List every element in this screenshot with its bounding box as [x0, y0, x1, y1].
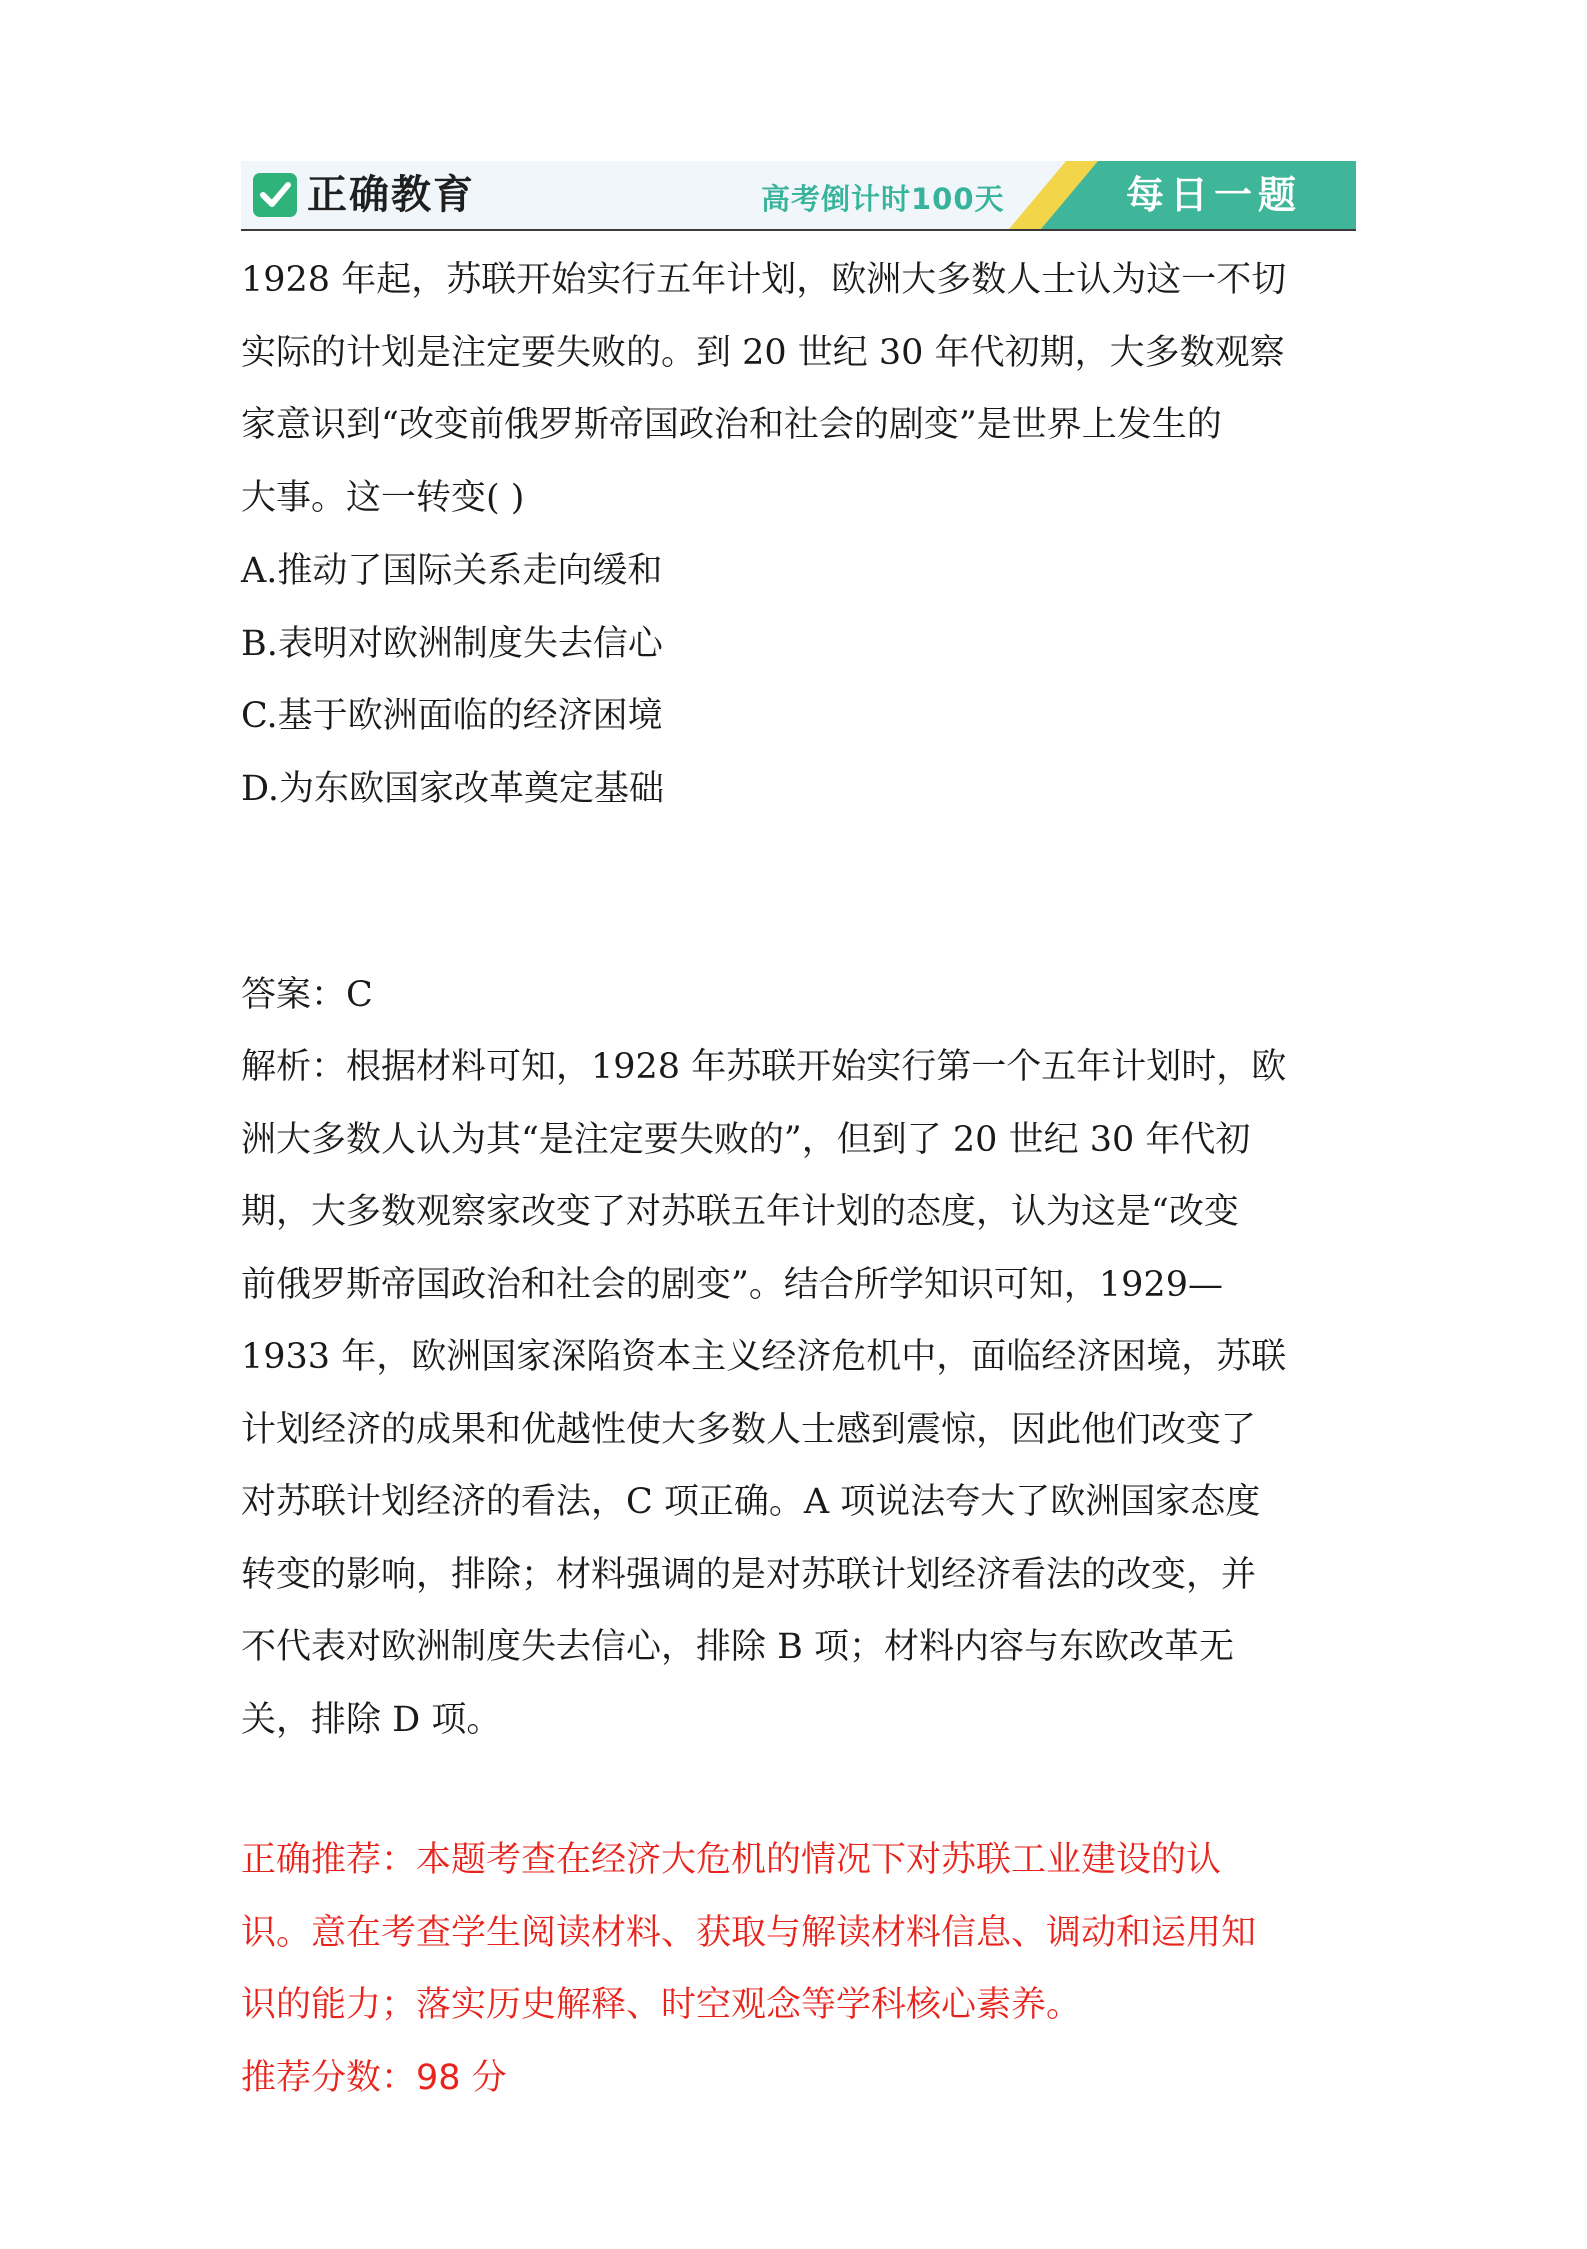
question-stem-line: 实际的计划是注定要失败的。到 20 世纪 30 年代初期，大多数观察: [241, 333, 1285, 373]
question-stem-line: 大事。这一转变( ): [241, 478, 525, 518]
header-banner: [241, 161, 1356, 229]
analysis-line: 解析：根据材料可知，1928 年苏联开始实行第一个五年计划时，欧: [241, 1047, 1287, 1087]
analysis-line: 不代表对欧洲制度失去信心，排除 B 项；材料内容与东欧改革无: [241, 1627, 1234, 1667]
question-stem-line: 1928 年起，苏联开始实行五年计划，欧洲大多数人士认为这一不切: [241, 260, 1287, 300]
countdown-label: 高考倒计时100天: [761, 182, 1005, 216]
analysis-line: 转变的影响，排除；材料强调的是对苏联计划经济看法的改变，并: [241, 1555, 1257, 1595]
question-stem-line: 家意识到“改变前俄罗斯帝国政治和社会的剧变”是世界上发生的: [241, 405, 1222, 445]
analysis-line: 计划经济的成果和优越性使大多数人士感到震惊，因此他们改变了: [241, 1410, 1257, 1450]
option-b: B.表明对欧洲制度失去信心: [241, 624, 663, 664]
option-c: C.基于欧洲面临的经济困境: [241, 696, 663, 736]
checkmark-icon: [253, 173, 297, 217]
header-divider: [241, 229, 1356, 231]
analysis-line: 期，大多数观察家改变了对苏联五年计划的态度，认为这是“改变: [241, 1192, 1239, 1232]
analysis-line: 对苏联计划经济的看法，C 项正确。A 项说法夸大了欧洲国家态度: [241, 1482, 1261, 1522]
recommendation-line: 识的能力；落实历史解释、时空观念等学科核心素养。: [241, 1985, 1082, 2025]
recommendation-score: 推荐分数：98 分: [241, 2058, 507, 2098]
analysis-line: 1933 年，欧洲国家深陷资本主义经济危机中，面临经济困境，苏联: [241, 1337, 1287, 1377]
recommendation-line: 正确推荐：本题考查在经济大危机的情况下对苏联工业建设的认: [241, 1840, 1222, 1880]
option-d: D.为东欧国家改革奠定基础: [241, 769, 664, 809]
answer-text: 答案：C: [241, 975, 373, 1015]
analysis-line: 洲大多数人认为其“是注定要失败的”，但到了 20 世纪 30 年代初: [241, 1120, 1251, 1160]
recommendation-line: 识。意在考查学生阅读材料、获取与解读材料信息、调动和运用知: [241, 1913, 1257, 1953]
analysis-line: 前俄罗斯帝国政治和社会的剧变”。结合所学知识可知，1929—: [241, 1265, 1223, 1305]
option-a: A.推动了国际关系走向缓和: [241, 551, 663, 591]
daily-question-label: 每日一题: [1126, 173, 1303, 217]
analysis-line: 关，排除 D 项。: [241, 1700, 502, 1740]
brand-name: 正确教育: [307, 172, 475, 218]
